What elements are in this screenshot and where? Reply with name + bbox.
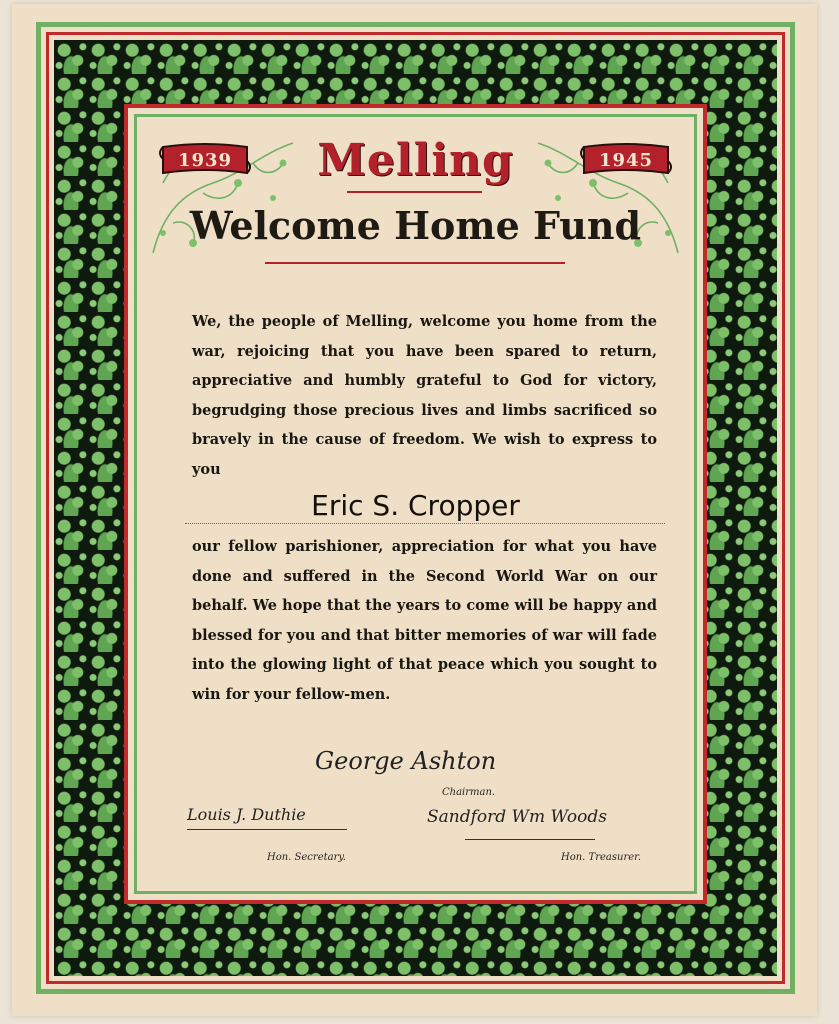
year-end: 1945 — [598, 150, 654, 171]
certificate-content — [137, 117, 694, 891]
secretary-caption: Hon. Secretary. — [267, 852, 346, 863]
treasurer-signature: Sandford Wm Woods — [427, 807, 607, 827]
welcome-paragraph: We, the people of Melling, welcome you home from the war, rejoicing that you have been spared to return, appreciative and humbly grateful to God for victory, begrudging those precious lives and limbs sacrificed so bravely in the cause of freedom. We wish to express to you — [192, 313, 657, 478]
treasurer-caption: Hon. Treasurer. — [561, 852, 641, 863]
chairman-caption: Chairman. — [442, 787, 496, 798]
certificate-sheet — [12, 4, 817, 1016]
year-start: 1939 — [177, 150, 233, 171]
secretary-signature-line — [187, 829, 347, 830]
title-melling: Melling — [317, 135, 514, 186]
title-welcome-home-fund: Welcome Home Fund — [189, 203, 642, 248]
chairman-signature: George Ashton — [315, 747, 497, 775]
title-underline-top — [347, 191, 482, 193]
title-underline-bottom — [265, 262, 565, 264]
appreciation-paragraph: our fellow parishioner, appreciation for what you have done and suffered in the Second World War on our behalf. We hope that the years to come will be happy and blessed for you and that bitter memories of war will fade into the glowing light of that peace which you sought to win for your fellow-men. — [192, 538, 657, 703]
secretary-signature: Louis J. Duthie — [187, 805, 306, 824]
treasurer-signature-line — [465, 839, 595, 840]
recipient-dotted-line — [185, 523, 665, 524]
recipient-name: Eric S. Cropper — [311, 489, 520, 522]
